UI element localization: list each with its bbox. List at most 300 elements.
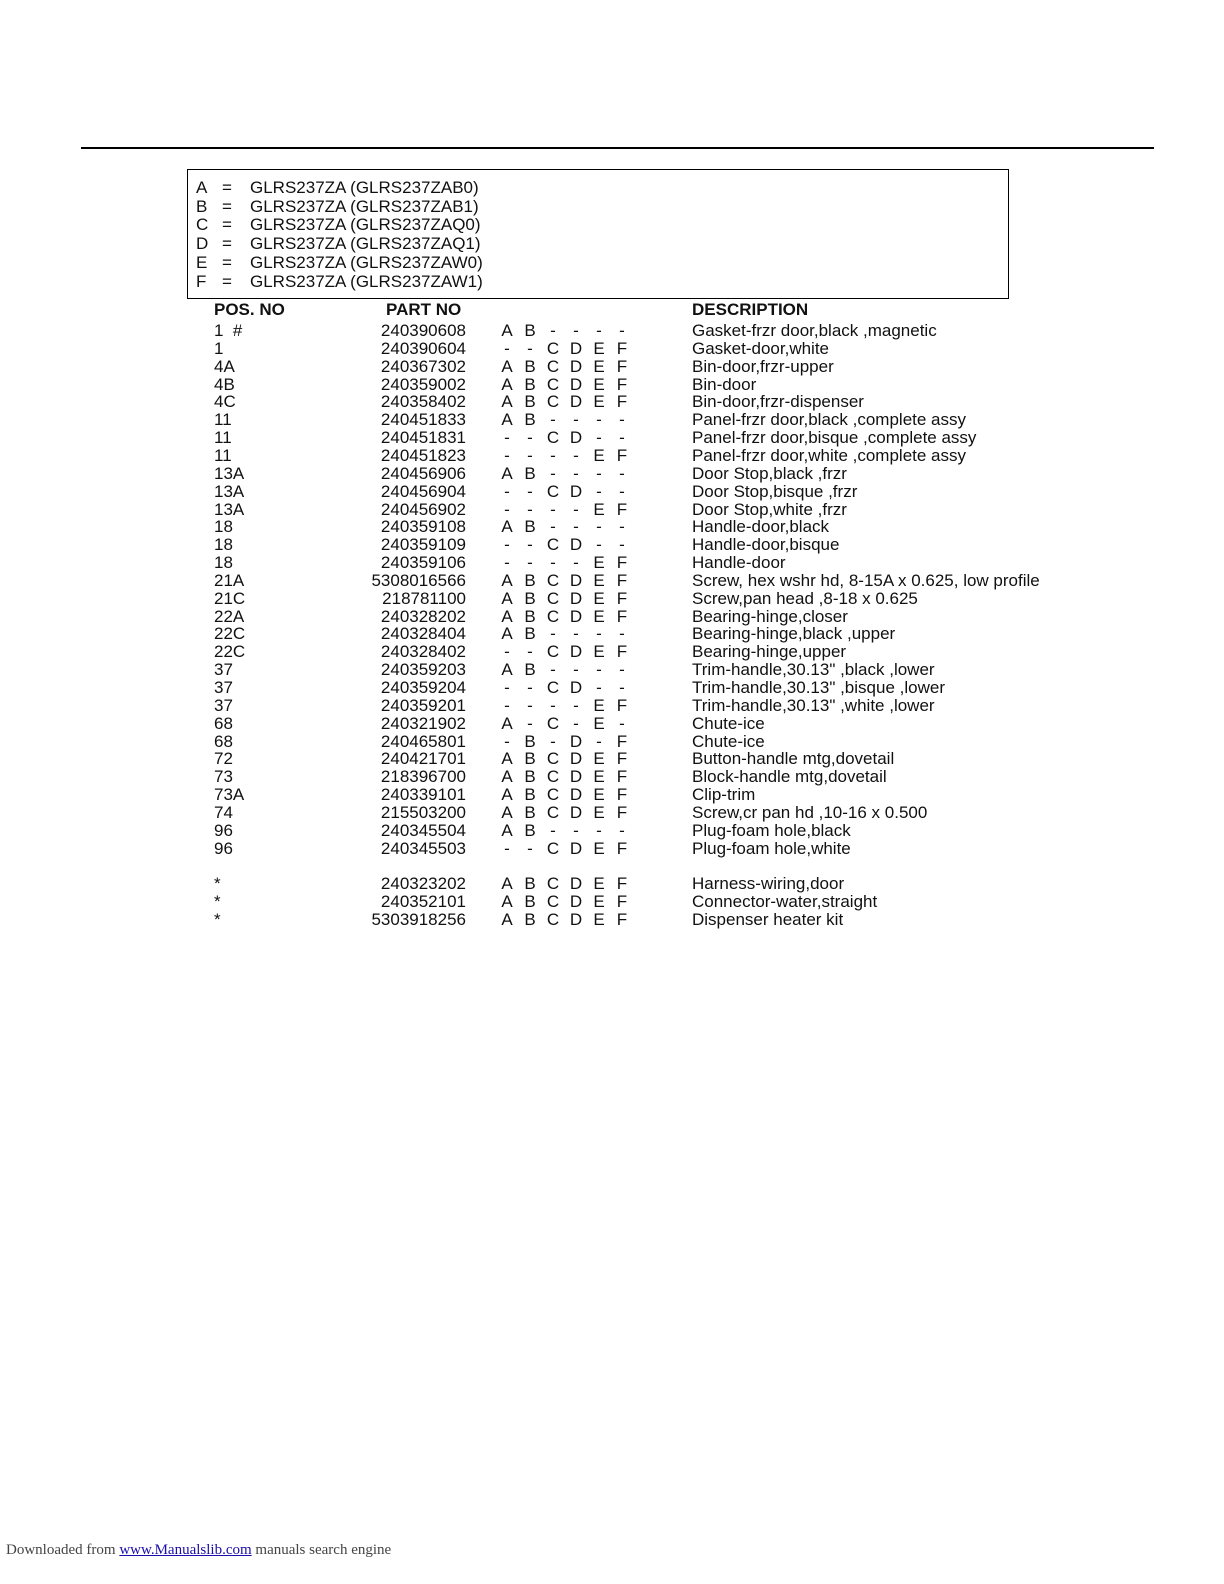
model-code: -: [596, 410, 602, 430]
model-code: A: [501, 749, 513, 769]
pos-no: 4C: [214, 392, 236, 412]
part-no: 215503200: [380, 802, 466, 822]
part-no: 240456904: [380, 481, 466, 501]
model-code: F: [616, 338, 628, 358]
model-code: C: [546, 606, 560, 626]
legend-equals: =: [222, 252, 232, 272]
model-code: C: [546, 785, 560, 805]
model-code: E: [593, 909, 605, 929]
table-row: [0, 822, 1224, 840]
part-description: Panel-frzr door,black ,complete assy: [692, 410, 967, 430]
model-code: -: [573, 445, 579, 465]
model-code: F: [616, 767, 628, 787]
pos-no: 96: [214, 820, 233, 840]
part-no: 240456906: [380, 463, 466, 483]
model-code: -: [619, 660, 625, 680]
pos-no: 22A: [214, 606, 245, 626]
pos-no: 13A: [214, 499, 245, 519]
pos-no: 22C: [214, 642, 246, 662]
part-no: 240367302: [380, 356, 466, 376]
model-code: B: [524, 588, 536, 608]
model-code: A: [501, 588, 513, 608]
model-code: A: [501, 874, 513, 893]
pos-no: 1: [214, 338, 224, 358]
model-code: -: [619, 410, 625, 430]
model-code: -: [550, 410, 556, 430]
part-description: Plug-foam hole,black: [692, 820, 851, 840]
pos-no: 37: [214, 678, 233, 697]
model-code: F: [616, 588, 628, 608]
part-description: Handle-door,black: [692, 517, 830, 537]
model-code: -: [596, 517, 602, 537]
legend-key: B: [196, 196, 208, 216]
model-code: D: [569, 392, 583, 412]
model-code: -: [573, 820, 579, 840]
part-no: 240359109: [380, 535, 466, 555]
model-code: -: [619, 624, 625, 644]
pos-no: 22C: [214, 624, 246, 644]
model-code: B: [524, 660, 536, 680]
model-code: B: [524, 517, 536, 537]
model-code: -: [596, 624, 602, 644]
model-code: B: [524, 624, 536, 644]
model-code: -: [573, 553, 579, 573]
pos-no: *: [214, 891, 221, 911]
pos-no: 11: [214, 410, 232, 430]
footer-prefix: Downloaded from: [6, 1542, 116, 1558]
model-code: -: [527, 838, 533, 858]
part-description: Trim-handle,30.13" ,white ,lower: [692, 695, 935, 715]
model-code: -: [619, 321, 625, 340]
pos-no: 72: [214, 749, 233, 769]
model-code: C: [546, 535, 560, 555]
model-code: E: [593, 445, 605, 465]
model-code: D: [569, 356, 583, 376]
model-code: F: [616, 802, 628, 822]
model-code: C: [546, 749, 560, 769]
table-row: [0, 322, 1224, 340]
model-code: -: [619, 517, 625, 537]
part-description: Door Stop,bisque ,frzr: [692, 481, 858, 501]
footer-suffix: manuals search engine: [255, 1542, 392, 1558]
model-code: D: [569, 678, 583, 697]
model-code: -: [550, 731, 556, 751]
part-no: 240328404: [380, 624, 466, 644]
model-code: -: [573, 499, 579, 519]
model-code: B: [524, 767, 536, 787]
model-code: E: [593, 553, 605, 573]
model-code: A: [501, 802, 513, 822]
part-no: 240456902: [380, 499, 466, 519]
model-code: B: [524, 410, 536, 430]
model-code: -: [550, 660, 556, 680]
table-row: [0, 733, 1224, 751]
model-code: F: [616, 838, 628, 858]
part-no: 240421701: [380, 749, 466, 769]
model-code: C: [546, 481, 560, 501]
model-code: C: [546, 713, 560, 733]
model-code: C: [546, 428, 560, 448]
table-row: [0, 768, 1224, 786]
model-code: D: [569, 588, 583, 608]
model-code: A: [501, 660, 513, 680]
part-description: Harness-wiring,door: [692, 874, 845, 893]
model-code: A: [501, 374, 513, 394]
part-no: 240328402: [380, 642, 466, 662]
model-code: E: [593, 499, 605, 519]
model-code: D: [569, 428, 583, 448]
model-code: -: [550, 463, 556, 483]
model-code: E: [593, 767, 605, 787]
part-no: 218396700: [380, 767, 466, 787]
model-code: -: [573, 463, 579, 483]
part-description: Bearing-hinge,black ,upper: [692, 624, 896, 644]
part-no: 218781100: [382, 588, 466, 608]
model-code: A: [501, 321, 513, 340]
model-code: -: [573, 321, 579, 340]
model-code: E: [593, 356, 605, 376]
model-code: -: [619, 428, 625, 448]
legend-equals: =: [222, 271, 232, 291]
part-description: Bearing-hinge,closer: [692, 606, 848, 626]
model-code: -: [504, 678, 510, 697]
part-description: Bin-door: [692, 374, 757, 394]
model-code: F: [616, 749, 628, 769]
model-code: -: [527, 428, 533, 448]
part-description: Door Stop,white ,frzr: [692, 499, 847, 519]
model-code: B: [524, 374, 536, 394]
model-code: A: [501, 767, 513, 787]
model-code: -: [527, 338, 533, 358]
part-description: Panel-frzr door,white ,complete assy: [692, 445, 967, 465]
pos-no: 4B: [214, 374, 235, 394]
part-description: Screw, hex wshr hd, 8-15A x 0.625, low profile: [692, 570, 1040, 590]
table-row: [0, 625, 1224, 643]
legend-key: E: [196, 252, 208, 272]
model-code: -: [504, 695, 510, 715]
part-description: Handle-door: [692, 553, 786, 573]
model-code: D: [569, 891, 583, 911]
pos-no: 11: [214, 428, 232, 448]
model-code: D: [569, 338, 583, 358]
model-code: C: [546, 338, 560, 358]
pos-no: 37: [214, 660, 233, 680]
part-no: 240390608: [380, 321, 466, 340]
model-code: B: [524, 606, 536, 626]
pos-no: *: [214, 909, 221, 929]
model-code: -: [619, 713, 625, 733]
model-code: -: [573, 517, 579, 537]
part-no: 240339101: [380, 785, 466, 805]
model-code: -: [550, 499, 556, 519]
part-no: 240345503: [380, 838, 466, 858]
model-code: D: [569, 535, 583, 555]
part-no-header: PART NO: [386, 300, 462, 319]
model-code: B: [524, 909, 536, 929]
model-code: -: [596, 428, 602, 448]
model-code: E: [593, 374, 605, 394]
part-no: 240451831: [380, 428, 466, 448]
table-row: [0, 608, 1224, 626]
model-code: B: [524, 356, 536, 376]
part-no: 240345504: [380, 820, 466, 840]
part-no: 240323202: [380, 874, 466, 893]
table-row: [0, 572, 1224, 590]
model-code: -: [619, 463, 625, 483]
table-row: [0, 429, 1224, 447]
legend-model: GLRS237ZA (GLRS237ZAW1): [250, 271, 483, 291]
model-code: D: [569, 731, 583, 751]
legend-equals: =: [222, 196, 232, 216]
model-code: C: [546, 678, 560, 697]
part-description: Chute-ice: [692, 713, 765, 733]
table-row: [0, 483, 1224, 501]
model-code: B: [524, 820, 536, 840]
table-row: [0, 554, 1224, 572]
table-row: [0, 340, 1224, 358]
pos-no: 13A: [214, 481, 245, 501]
part-description: Trim-handle,30.13" ,bisque ,lower: [692, 678, 945, 697]
model-code: B: [524, 463, 536, 483]
part-no: 240390604: [380, 338, 466, 358]
part-description: Chute-ice: [692, 731, 765, 751]
model-code: -: [504, 642, 510, 662]
pos-no: 4A: [214, 356, 235, 376]
part-description: Trim-handle,30.13" ,black ,lower: [692, 660, 935, 680]
part-no: 5303918256: [371, 909, 466, 929]
model-code: -: [596, 463, 602, 483]
model-code: D: [569, 909, 583, 929]
table-row: [0, 661, 1224, 679]
part-description: Clip-trim: [692, 785, 756, 805]
model-code: -: [550, 695, 556, 715]
model-code: -: [504, 445, 510, 465]
table-row: [0, 840, 1224, 858]
model-code: A: [501, 410, 513, 430]
pos-no: 18: [214, 553, 233, 573]
model-code: F: [616, 909, 628, 929]
table-row: [0, 590, 1224, 608]
pos-no: 21C: [214, 588, 246, 608]
model-code: F: [616, 570, 628, 590]
model-code: E: [593, 570, 605, 590]
model-code: F: [616, 356, 628, 376]
model-code: -: [504, 499, 510, 519]
model-code: -: [596, 731, 602, 751]
model-code: F: [616, 891, 628, 911]
legend-equals: =: [222, 215, 232, 235]
model-code: A: [501, 909, 513, 929]
part-no: 240465801: [380, 731, 466, 751]
model-code: -: [619, 678, 625, 697]
model-code: A: [501, 785, 513, 805]
table-row: [0, 643, 1224, 661]
legend-key: D: [196, 234, 209, 254]
pos-no: 96: [214, 838, 233, 858]
model-code: A: [501, 713, 513, 733]
legend-key: A: [196, 178, 208, 197]
part-description: Bin-door,frzr-upper: [692, 356, 834, 376]
pos-no: 73: [214, 767, 233, 787]
table-row: [0, 447, 1224, 465]
table-row: [0, 804, 1224, 822]
model-code: -: [527, 553, 533, 573]
model-code: F: [616, 445, 628, 465]
model-code: C: [546, 588, 560, 608]
model-code: -: [596, 660, 602, 680]
model-code: -: [550, 624, 556, 644]
model-code: D: [569, 874, 583, 893]
model-legend-box: [187, 169, 1009, 299]
legend-model: GLRS237ZA (GLRS237ZAB0): [250, 178, 479, 197]
model-code: C: [546, 802, 560, 822]
legend-key: C: [196, 215, 209, 235]
model-code: B: [524, 891, 536, 911]
model-code: A: [501, 820, 513, 840]
model-code: B: [524, 570, 536, 590]
part-no: 240359108: [380, 517, 466, 537]
model-code: D: [569, 374, 583, 394]
model-code: C: [546, 374, 560, 394]
model-code: D: [569, 838, 583, 858]
model-code: E: [593, 785, 605, 805]
legend-model: GLRS237ZA (GLRS237ZAW0): [250, 252, 483, 272]
model-code: D: [569, 481, 583, 501]
model-code: -: [619, 481, 625, 501]
manualslib-link[interactable]: www.Manualslib.com: [119, 1542, 252, 1558]
model-code: -: [527, 481, 533, 501]
model-code: -: [596, 820, 602, 840]
legend-model: GLRS237ZA (GLRS237ZAQ1): [250, 234, 481, 254]
table-row: [0, 376, 1224, 394]
part-description: Dispenser heater kit: [692, 909, 844, 929]
model-code: D: [569, 767, 583, 787]
pos-no: *: [214, 874, 221, 893]
model-code: B: [524, 874, 536, 893]
model-code: -: [550, 553, 556, 573]
model-code: B: [524, 785, 536, 805]
model-code: -: [504, 338, 510, 358]
model-code: -: [619, 820, 625, 840]
model-code: -: [550, 820, 556, 840]
model-code: F: [616, 374, 628, 394]
model-code: F: [616, 642, 628, 662]
part-description: Screw,pan head ,8-18 x 0.625: [692, 588, 918, 608]
model-code: C: [546, 909, 560, 929]
model-code: C: [546, 642, 560, 662]
part-no: 240359002: [380, 374, 466, 394]
model-code: E: [593, 838, 605, 858]
legend-model: GLRS237ZA (GLRS237ZAQ0): [250, 215, 481, 235]
table-row: [0, 501, 1224, 519]
model-code: E: [593, 588, 605, 608]
top-rule: [81, 147, 1154, 149]
model-code: -: [527, 499, 533, 519]
model-code: F: [616, 695, 628, 715]
table-row: [0, 518, 1224, 536]
part-no: 240358402: [380, 392, 466, 412]
part-description: Handle-door,bisque: [692, 535, 840, 555]
model-code: E: [593, 713, 605, 733]
model-code: -: [504, 838, 510, 858]
pos-no: 68: [214, 713, 233, 733]
table-row: [0, 679, 1224, 697]
model-code: A: [501, 463, 513, 483]
model-code: E: [593, 802, 605, 822]
part-no: 5308016566: [371, 570, 466, 590]
part-no: 240359201: [380, 695, 466, 715]
pos-no: 13A: [214, 463, 245, 483]
model-code: -: [527, 445, 533, 465]
part-no: 240352101: [380, 891, 466, 911]
model-code: -: [573, 624, 579, 644]
legend-equals: =: [222, 234, 232, 254]
model-code: E: [593, 891, 605, 911]
legend-equals: =: [222, 178, 232, 197]
model-code: -: [550, 517, 556, 537]
model-code: E: [593, 392, 605, 412]
model-code: D: [569, 642, 583, 662]
model-code: F: [616, 553, 628, 573]
model-code: A: [501, 606, 513, 626]
pos-no: 73A: [214, 785, 245, 805]
model-code: B: [524, 802, 536, 822]
pos-no: 11: [214, 445, 232, 465]
part-description: Screw,cr pan hd ,10-16 x 0.500: [692, 802, 928, 822]
model-code: -: [504, 428, 510, 448]
model-code: E: [593, 874, 605, 893]
model-code: -: [527, 642, 533, 662]
model-code: C: [546, 570, 560, 590]
model-code: -: [573, 660, 579, 680]
model-code: F: [616, 392, 628, 412]
model-code: -: [596, 678, 602, 697]
table-row: [0, 893, 1224, 911]
model-code: E: [593, 338, 605, 358]
part-no: 240328202: [380, 606, 466, 626]
model-code: F: [616, 606, 628, 626]
table-row: [0, 911, 1224, 929]
pos-no: 74: [214, 802, 233, 822]
model-code: -: [573, 713, 579, 733]
legend-model: GLRS237ZA (GLRS237ZAB1): [250, 196, 479, 216]
model-code: A: [501, 356, 513, 376]
part-description: Block-handle mtg,dovetail: [692, 767, 887, 787]
part-no: 240451823: [380, 445, 466, 465]
part-no: 240359203: [380, 660, 466, 680]
model-code: F: [616, 785, 628, 805]
model-code: B: [524, 749, 536, 769]
part-description: Bearing-hinge,upper: [692, 642, 847, 662]
table-row: [0, 750, 1224, 768]
model-code: F: [616, 499, 628, 519]
part-no: 240359204: [380, 678, 466, 697]
part-no: 240451833: [380, 410, 466, 430]
part-description: Gasket-door,white: [692, 338, 830, 358]
model-code: -: [504, 481, 510, 501]
model-code: E: [593, 749, 605, 769]
model-code: -: [527, 713, 533, 733]
model-code: E: [593, 695, 605, 715]
model-code: -: [573, 410, 579, 430]
part-description: Door Stop,black ,frzr: [692, 463, 847, 483]
model-code: D: [569, 785, 583, 805]
model-code: -: [596, 535, 602, 555]
model-code: D: [569, 802, 583, 822]
pos-no: 1 #: [214, 321, 243, 340]
table-row: [0, 465, 1224, 483]
pos-no: 18: [214, 535, 233, 555]
